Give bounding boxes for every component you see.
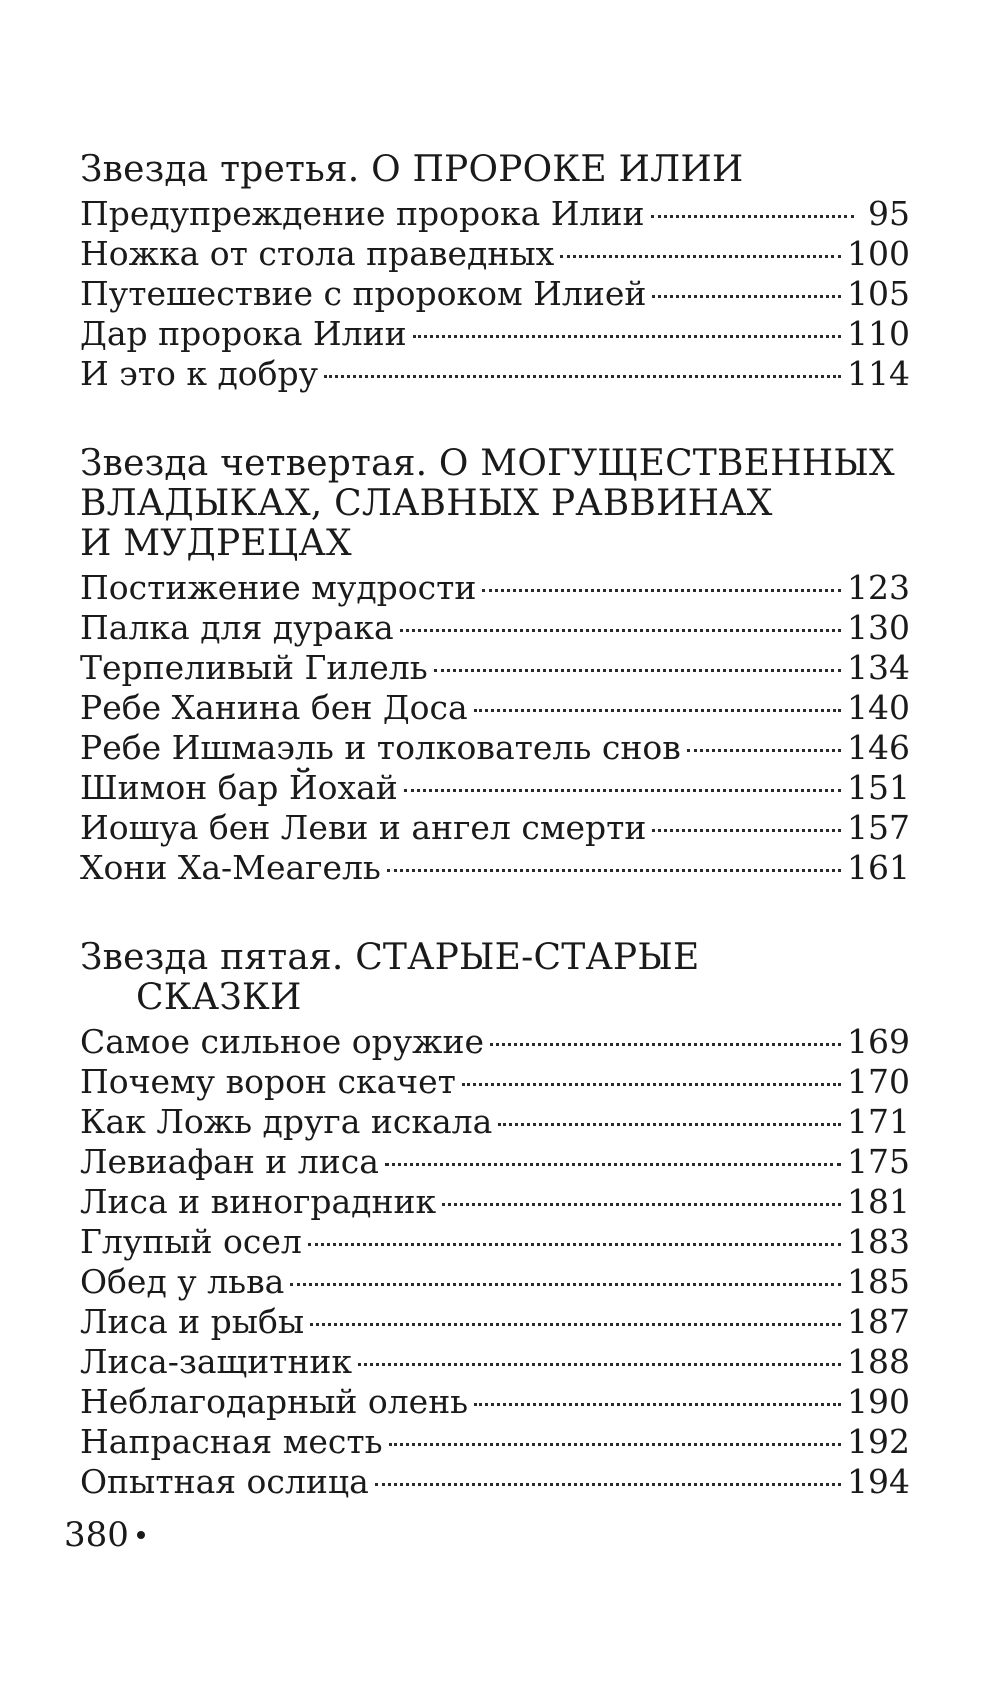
dot-leader	[474, 709, 841, 712]
toc-entry-page: 157	[847, 808, 910, 847]
dot-leader	[375, 1483, 841, 1486]
toc-entry-title: Путешествие с пророком Илией	[80, 274, 647, 313]
toc-entry-title: Постижение мудрости	[80, 568, 477, 607]
dot-leader	[498, 1123, 841, 1126]
dot-leader	[652, 829, 841, 832]
section-title-line: И МУДРЕЦАХ	[80, 523, 352, 564]
section-title	[80, 938, 910, 1018]
toc-entry[interactable]	[80, 1142, 910, 1182]
toc-entry-page: 140	[847, 688, 910, 727]
section-title-line: СКАЗКИ	[136, 977, 302, 1018]
toc-entry-page: 95	[868, 194, 910, 233]
toc-entry[interactable]	[80, 688, 910, 728]
dot-leader	[687, 749, 841, 752]
toc-entry[interactable]	[80, 1382, 910, 1422]
toc-entry-page: 151	[847, 768, 910, 807]
toc-entry[interactable]	[80, 1462, 910, 1502]
dot-leader	[324, 375, 841, 378]
toc-entry[interactable]	[80, 234, 910, 274]
toc-list	[80, 568, 910, 888]
section-title	[80, 444, 910, 564]
dot-leader	[474, 1403, 841, 1406]
dot-leader	[434, 669, 841, 672]
toc-entry-title: Дар пророка Илии	[80, 314, 407, 353]
dot-leader	[490, 1043, 841, 1046]
toc-entry[interactable]	[80, 1262, 910, 1302]
toc-entry-page: 187	[847, 1302, 910, 1341]
dot-leader	[290, 1283, 841, 1286]
toc-entry[interactable]	[80, 1062, 910, 1102]
toc-entry-title: Как Ложь друга искала	[80, 1102, 493, 1141]
toc-entry-page: 190	[847, 1382, 910, 1421]
dot-leader	[310, 1323, 841, 1326]
toc-entry-title: Ножка от стола праведных	[80, 234, 555, 273]
section-title-line: Звезда третья. О ПРОРОКЕ ИЛИИ	[80, 149, 744, 190]
toc-entry-title: Терпеливый Гилель	[80, 648, 428, 687]
dot-leader	[651, 215, 854, 218]
toc-entry-page: 192	[847, 1422, 910, 1461]
dot-leader	[385, 1163, 841, 1166]
toc-section-star-three	[80, 150, 910, 394]
toc-entry-page: 105	[847, 274, 910, 313]
toc-entry-page: 134	[847, 648, 910, 687]
toc-entry-page: 123	[847, 568, 910, 607]
section-title-line: ВЛАДЫКАХ, СЛАВНЫХ РАВВИНАХ	[80, 483, 773, 524]
dot-leader	[482, 589, 841, 592]
toc-entry-title: Левиафан и лиса	[80, 1142, 379, 1181]
toc-entry[interactable]	[80, 274, 910, 314]
toc-entry[interactable]	[80, 1222, 910, 1262]
toc-entry-page: 175	[847, 1142, 910, 1181]
toc-entry[interactable]	[80, 354, 910, 394]
toc-entry-page: 161	[847, 848, 910, 887]
toc-entry-page: 183	[847, 1222, 910, 1261]
toc-entry-title: Палка для дурака	[80, 608, 394, 647]
toc-entry-title: Иошуа бен Леви и ангел смерти	[80, 808, 647, 847]
toc-entry[interactable]	[80, 1102, 910, 1142]
bullet-icon	[137, 1531, 145, 1539]
dot-leader	[413, 335, 841, 338]
table-of-contents	[80, 150, 910, 1552]
dot-leader	[462, 1083, 841, 1086]
toc-entry-page: 181	[847, 1182, 910, 1221]
dot-leader	[404, 789, 841, 792]
dot-leader	[442, 1203, 841, 1206]
toc-entry[interactable]	[80, 314, 910, 354]
toc-entry-page: 171	[847, 1102, 910, 1141]
toc-list	[80, 194, 910, 394]
toc-entry-title: Ребе Ханина бен Доса	[80, 688, 468, 727]
toc-entry-title: Глупый осел	[80, 1222, 302, 1261]
toc-entry[interactable]	[80, 648, 910, 688]
toc-entry[interactable]	[80, 1022, 910, 1062]
toc-entry-title: Почему ворон скачет	[80, 1062, 456, 1101]
toc-entry-page: 185	[847, 1262, 910, 1301]
toc-entry[interactable]	[80, 1182, 910, 1222]
section-title	[80, 150, 910, 190]
toc-entry-title: Напрасная месть	[80, 1422, 383, 1461]
toc-entry[interactable]	[80, 848, 910, 888]
toc-entry-title: Шимон бар Йохай	[80, 768, 398, 807]
toc-entry-title: Обед у льва	[80, 1262, 285, 1301]
section-title-line: Звезда пятая. СТАРЫЕ-СТАРЫЕ	[80, 937, 700, 978]
toc-entry-page: 188	[847, 1342, 910, 1381]
toc-entry-page: 114	[847, 354, 910, 393]
dot-leader	[389, 1443, 841, 1446]
toc-entry-page: 100	[847, 234, 910, 273]
dot-leader	[560, 255, 841, 258]
toc-list	[80, 1022, 910, 1502]
toc-entry-title: Самое сильное оружие	[80, 1022, 485, 1061]
toc-entry-title: Лиса-защитник	[80, 1342, 353, 1381]
page-number: 380	[64, 1515, 129, 1555]
toc-entry-title: Предупреждение пророка Илии	[80, 194, 645, 233]
toc-entry-title: Неблагодарный олень	[80, 1382, 469, 1421]
toc-entry[interactable]	[80, 1302, 910, 1342]
dot-leader	[308, 1243, 841, 1246]
toc-entry-title: Лиса и рыбы	[80, 1302, 305, 1341]
section-title-line: Звезда четвертая. О МОГУЩЕСТВЕННЫХ	[80, 443, 895, 484]
dot-leader	[387, 869, 841, 872]
dot-leader	[358, 1363, 841, 1366]
toc-entry[interactable]	[80, 568, 910, 608]
page-folio	[64, 1515, 145, 1555]
toc-entry-page: 130	[847, 608, 910, 647]
toc-entry-title: Опытная ослица	[80, 1462, 369, 1501]
toc-entry[interactable]	[80, 808, 910, 848]
toc-entry-title: И это к добру	[80, 354, 319, 393]
toc-entry-page: 194	[847, 1462, 910, 1501]
toc-entry[interactable]	[80, 194, 910, 234]
dot-leader	[652, 295, 841, 298]
dot-leader	[400, 629, 841, 632]
toc-section-star-five	[80, 938, 910, 1502]
toc-entry[interactable]	[80, 608, 910, 648]
toc-entry-page: 170	[847, 1062, 910, 1101]
toc-entry[interactable]	[80, 1422, 910, 1462]
toc-entry[interactable]	[80, 1342, 910, 1382]
toc-entry-page: 110	[847, 314, 910, 353]
toc-entry-page: 146	[847, 728, 910, 767]
toc-entry-page: 169	[847, 1022, 910, 1061]
toc-entry[interactable]	[80, 728, 910, 768]
toc-entry-title: Хони Ха-Меагель	[80, 848, 381, 887]
toc-entry-title: Лиса и виноградник	[80, 1182, 437, 1221]
toc-entry-title: Ребе Ишмаэль и толкователь снов	[80, 728, 681, 767]
toc-section-star-four	[80, 444, 910, 888]
toc-entry[interactable]	[80, 768, 910, 808]
